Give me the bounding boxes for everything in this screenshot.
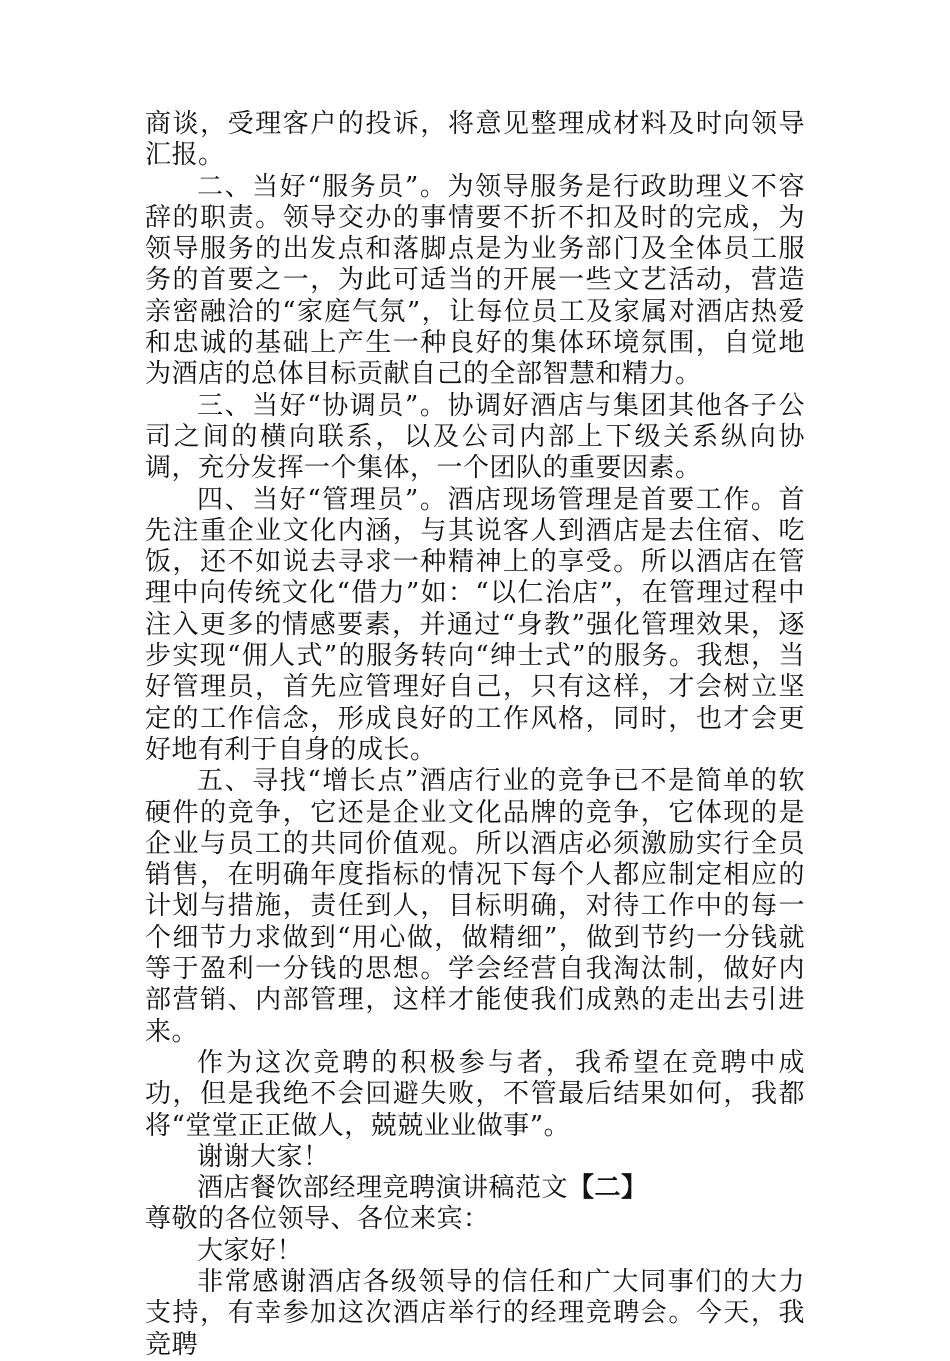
section-title — [145, 1173, 805, 1204]
paragraph: 五、寻找“增长点”酒店行业的竞争已不是简单的软硬件的竞争，它还是企业文化品牌的竞争，它体现的是企业与员工的共同价值观。所以酒店必须激励实行全员销售，在明确年度指标的情况下每个人都应制定相应的计划与措施，责任到人，目标明确，对待工作中的每一个细节力求做到“用心做，做精细”，做到节约一分钱就等于盈利一分钱的思想。学会经营自我淘汰制，做好内部营销、内部管理，这样才能使我们成熟的走出去引进来。 — [145, 766, 805, 1047]
salutation: 尊敬的各位领导、各位来宾： — [145, 1204, 490, 1235]
paragraph: 非常感谢酒店各级领导的信任和广大同事们的大力支持，有幸参加这次酒店举行的经理竞聘会。今天，我竞聘 — [145, 1266, 805, 1360]
section-title-text: 酒店餐饮部经理竞聘演讲稿范文 — [197, 1173, 569, 1204]
paragraph: 四、当好“管理员”。酒店现场管理是首要工作。首先注重企业文化内涵，与其说客人到酒店是去住宿、吃饭，还不如说去寻求一种精神上的享受。所以酒店在管理中向传统文化“借力”如：“以仁治店”，在管理过程中注入更多的情感要素，并通过“身教”强化管理效果，逐步实现“佣人式”的服务转向“绅士式”的服务。我想，当好管理员，首先应管理好自己，只有这样，才会树立坚定的工作信念，形成良好的工作风格，同时，也才会更好地有利于自身的成长。 — [145, 484, 805, 765]
paragraph: 商谈，受理客户的投诉，将意见整理成材料及时向领导汇报。 — [145, 109, 805, 171]
paragraph: 三、当好“协调员”。协调好酒店与集团其他各子公司之间的横向联系，以及公司内部上下级关系纵向协调，充分发挥一个集体，一个团队的重要因素。 — [145, 390, 805, 484]
paragraph: 二、当好“服务员”。为领导服务是行政助理义不容辞的职责。领导交办的事情要不折不扣及时的完成，为领导服务的出发点和落脚点是为业务部门及全体员工服务的首要之一，为此可适当的开展一些文艺活动，营造亲密融洽的“家庭气氛”，让每位员工及家属对酒店热爱和忠诚的基础上产生一种良好的集体环境氛围，自觉地为酒店的总体目标贡献自己的全部智慧和精力。 — [145, 171, 805, 390]
document-body — [145, 109, 805, 1361]
section-title-suffix: 【二】 — [568, 1173, 648, 1204]
paragraph: 大家好！ — [197, 1235, 304, 1266]
paragraph: 谢谢大家！ — [197, 1141, 330, 1172]
paragraph: 作为这次竞聘的积极参与者，我希望在竞聘中成功，但是我绝不会回避失败，不管最后结果如何，我都将“堂堂正正做人，兢兢业业做事”。 — [145, 1047, 805, 1141]
